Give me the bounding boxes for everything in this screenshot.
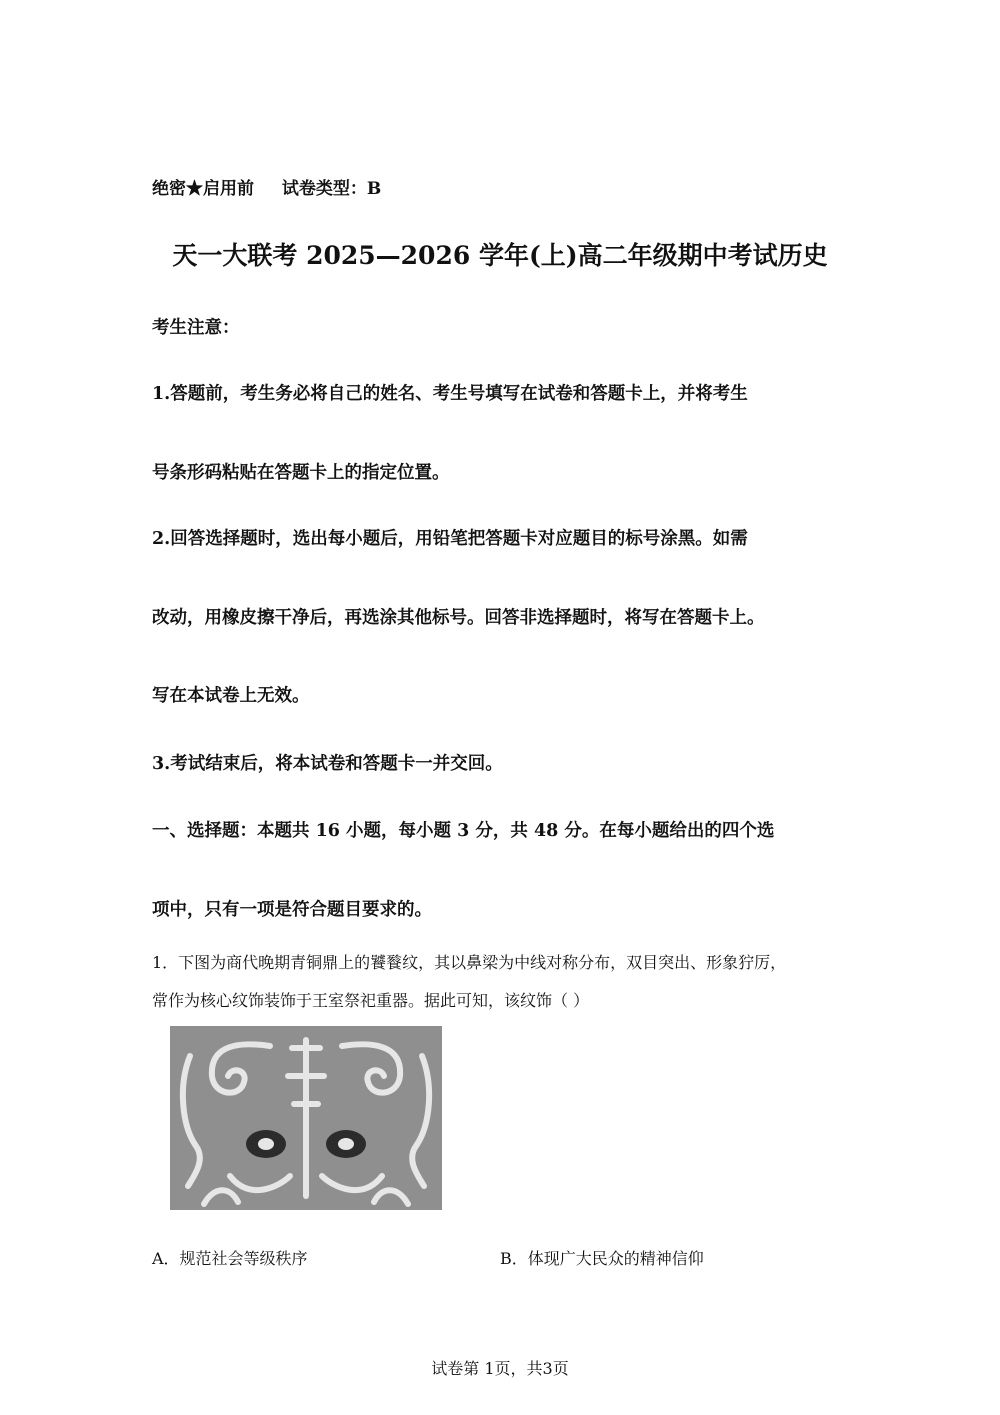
notice-line-5: 写在本试卷上无效。 [152, 686, 310, 706]
notice-line-4: 改动，用橡皮擦干净后，再选涂其他标号。回答非选择题时，将写在答题卡上。 [152, 608, 765, 628]
question-1-line-1: 1．下图为商代晚期青铜鼎上的饕餮纹，其以鼻梁为中线对称分布，双目突出、形象狞厉， [152, 953, 787, 972]
page-footer: 试卷第 1页，共3页 [431, 1359, 569, 1378]
notice-line-6: 3.考试结束后，将本试卷和答题卡一并交回。 [152, 754, 503, 774]
document-header [152, 174, 381, 199]
notice-line-1: 1.答题前，考生务必将自己的姓名、考生号填写在试卷和答题卡上，并将考生 [152, 384, 748, 404]
taotie-pattern-image [170, 1026, 442, 1210]
paper-type-label: 试卷类型：B [281, 179, 382, 199]
exam-title: 天一大联考 2025—2026 学年(上)高二年级期中考试历史 [172, 241, 828, 270]
section-heading-line-2: 项中，只有一项是符合题目要求的。 [152, 900, 432, 920]
notice-heading: 考生注意： [152, 318, 240, 338]
question-1-line-2: 常作为核心纹饰装饰于王室祭祀重器。据此可知，该纹饰（ ） [152, 991, 590, 1010]
section-heading-line-1: 一、选择题：本题共 16 小题，每小题 3 分，共 48 分。在每小题给出的四个选 [152, 821, 775, 841]
confidential-label: 绝密★启用前 [152, 179, 254, 199]
option-b: B．体现广大民众的精神信仰 [500, 1249, 704, 1268]
notice-line-3: 2.回答选择题时，选出每小题后，用铅笔把答题卡对应题目的标号涂黑。如需 [152, 529, 748, 549]
option-a: A．规范社会等级秩序 [152, 1249, 308, 1268]
notice-line-2: 号条形码粘贴在答题卡上的指定位置。 [152, 463, 450, 483]
